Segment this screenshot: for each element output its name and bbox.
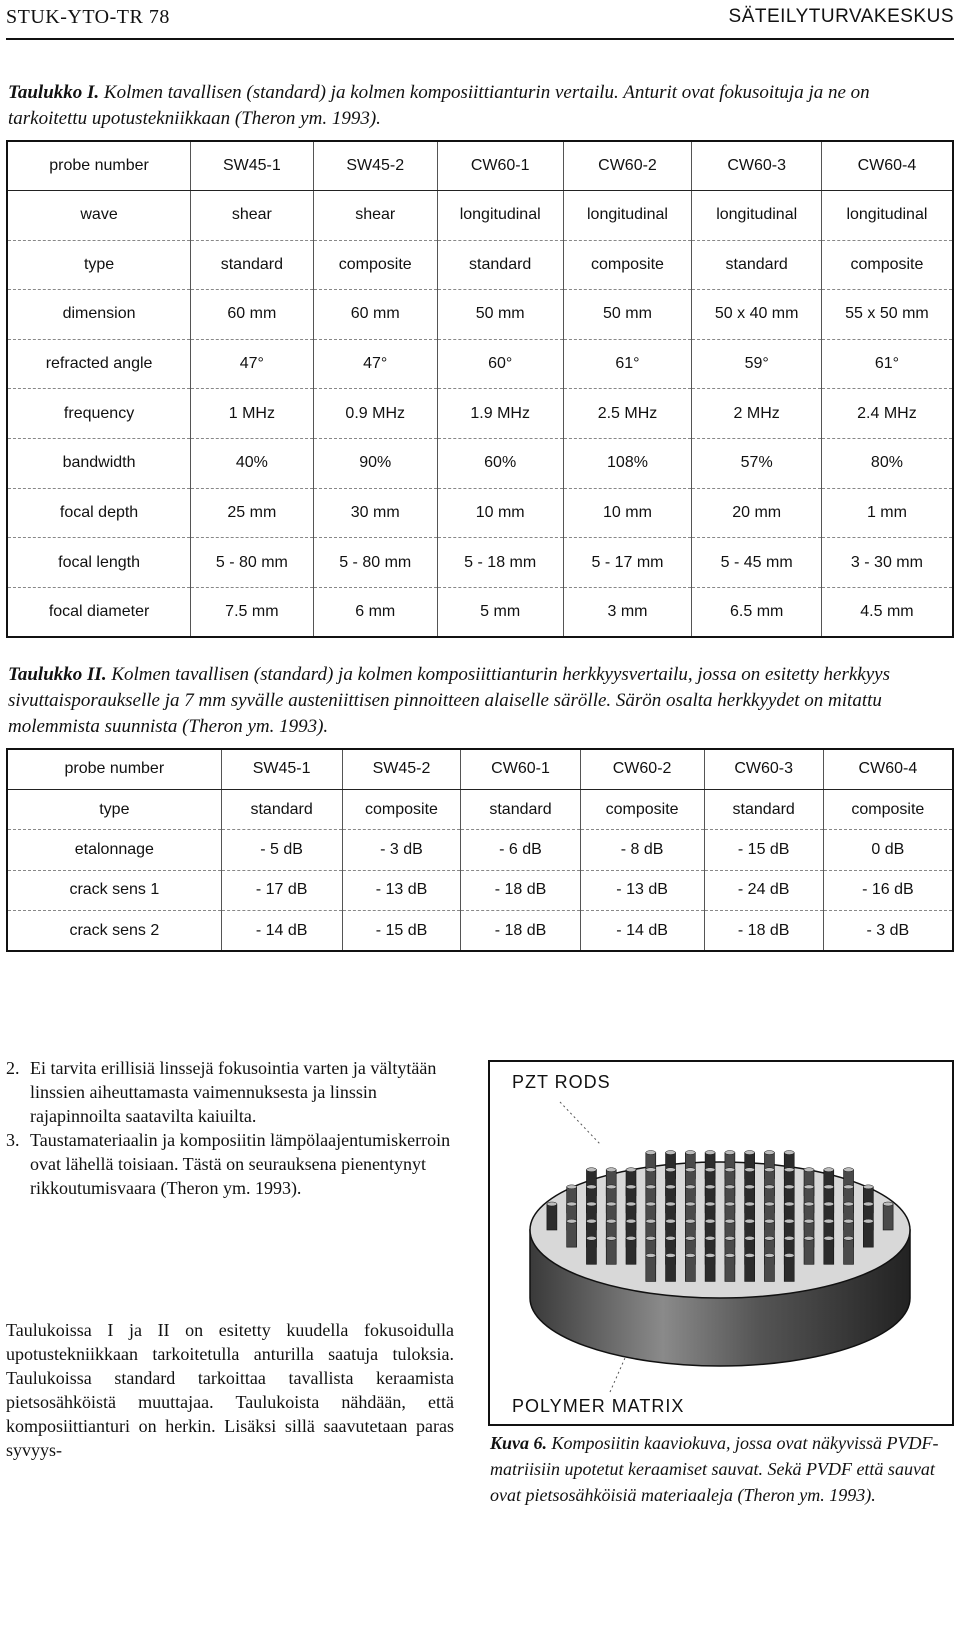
figure-label-pzt-rods: PZT RODS (512, 1072, 611, 1092)
table-cell: standard (692, 240, 821, 290)
composite-illustration (490, 1062, 952, 1424)
table-cell: 50 mm (563, 290, 692, 340)
table-cell: 5 - 80 mm (313, 538, 437, 588)
table-cell: 7.5 mm (191, 588, 313, 636)
pzt-rod-top (844, 1168, 854, 1172)
table-cell: 55 x 50 mm (821, 290, 952, 340)
table-row (8, 588, 952, 636)
pzt-rod-top (586, 1202, 596, 1206)
table-row (8, 240, 952, 290)
table-cell: composite (580, 789, 704, 829)
table-cell: longitudinal (821, 190, 952, 240)
pzt-rod-top (606, 1219, 616, 1223)
pzt-rod-top (626, 1185, 636, 1189)
pzt-rod-top (626, 1202, 636, 1206)
figure-caption (490, 1430, 954, 1508)
table2-caption (8, 662, 952, 740)
pzt-rod (666, 1255, 676, 1281)
pzt-rod-top (685, 1219, 695, 1223)
figure-label-polymer-matrix: POLYMER MATRIX (512, 1396, 685, 1416)
row-label-cell: refracted angle (8, 339, 191, 389)
pzt-rod (547, 1204, 557, 1230)
table-cell: SW45-2 (313, 142, 437, 190)
pzt-rod (844, 1238, 854, 1264)
row-label-cell: wave (8, 190, 191, 240)
table-cell: 61° (821, 339, 952, 389)
row-label-cell: crack sens 1 (8, 870, 221, 910)
pzt-rod-top (705, 1253, 715, 1257)
pzt-rod-top (784, 1168, 794, 1172)
pzt-rod (567, 1221, 577, 1247)
table-cell: shear (313, 190, 437, 240)
table-cell: 57% (692, 439, 821, 489)
table-cell: 60° (437, 339, 563, 389)
table-cell: 3 mm (563, 588, 692, 636)
table-cell: - 18 dB (461, 911, 580, 950)
row-label-cell: focal depth (8, 488, 191, 538)
pzt-rod-top (685, 1151, 695, 1155)
pzt-rod-top (844, 1236, 854, 1240)
table-cell: 5 - 80 mm (191, 538, 313, 588)
table-cell: 4.5 mm (821, 588, 952, 636)
table-cell: - 6 dB (461, 830, 580, 870)
table-cell: 90% (313, 439, 437, 489)
table-cell: - 14 dB (580, 911, 704, 950)
pzt-rod-top (745, 1151, 755, 1155)
table-cell: 40% (191, 439, 313, 489)
table-cell: - 15 dB (342, 911, 461, 950)
pzt-rod (824, 1238, 834, 1264)
table-cell: 5 mm (437, 588, 563, 636)
pzt-rod (784, 1255, 794, 1281)
table-cell: 0 dB (823, 830, 952, 870)
row-label-cell: type (8, 240, 191, 290)
row-label-cell: focal length (8, 538, 191, 588)
pzt-rod-top (804, 1185, 814, 1189)
pzt-rod-top (804, 1236, 814, 1240)
row-label-cell: etalonnage (8, 830, 221, 870)
pzt-rod-top (626, 1168, 636, 1172)
table-cell: standard (191, 240, 313, 290)
pzt-rod-top (586, 1185, 596, 1189)
pzt-rod (685, 1255, 695, 1281)
table-cell: standard (704, 789, 823, 829)
pzt-rod-top (626, 1236, 636, 1240)
table-cell: - 18 dB (704, 911, 823, 950)
pzt-rod-top (883, 1202, 893, 1206)
table-cell: 5 - 18 mm (437, 538, 563, 588)
pzt-rod (764, 1255, 774, 1281)
table1-caption-text: Kolmen tavallisen (standard) ja kolmen komposiittianturin vertailu. Anturit ovat fokusoituja ja ne on tarkoitettu upotustekniikkaan (Theron ym. 1993). (8, 82, 870, 129)
table-cell: 6 mm (313, 588, 437, 636)
pzt-rod (586, 1238, 596, 1264)
pzt-rod-top (586, 1219, 596, 1223)
table2-caption-label: Taulukko II. (8, 664, 107, 685)
pzt-rod-top (725, 1151, 735, 1155)
table-cell: - 16 dB (823, 870, 952, 910)
table-cell: composite (823, 789, 952, 829)
table-row (8, 830, 952, 870)
table-cell: 2.4 MHz (821, 389, 952, 439)
pzt-rod-top (844, 1185, 854, 1189)
table-cell: 0.9 MHz (313, 389, 437, 439)
row-label-cell: probe number (8, 142, 191, 190)
table-cell: 80% (821, 439, 952, 489)
pzt-rod-top (666, 1168, 676, 1172)
pzt-rod-top (567, 1219, 577, 1223)
table-cell: SW45-1 (221, 750, 342, 789)
table-cell: - 14 dB (221, 911, 342, 950)
pzt-rod-top (725, 1236, 735, 1240)
table-row (8, 439, 952, 489)
table-cell: 10 mm (563, 488, 692, 538)
page-header (6, 4, 954, 32)
pzt-rod-top (784, 1236, 794, 1240)
table-cell: - 24 dB (704, 870, 823, 910)
pzt-rod (745, 1255, 755, 1281)
pzt-rod-top (764, 1185, 774, 1189)
pzt-rod-top (705, 1236, 715, 1240)
row-label-cell: type (8, 789, 221, 829)
pzt-rod-top (567, 1202, 577, 1206)
pzt-rod-top (824, 1168, 834, 1172)
table-cell: standard (221, 789, 342, 829)
pzt-rod-top (685, 1168, 695, 1172)
pzt-rod-top (725, 1253, 735, 1257)
pzt-rod-top (705, 1151, 715, 1155)
table-cell: CW60-2 (580, 750, 704, 789)
pzt-rod-top (863, 1185, 873, 1189)
table-row (8, 190, 952, 240)
pzt-rod-top (824, 1219, 834, 1223)
pzt-rod-top (646, 1168, 656, 1172)
figure-6 (488, 1060, 954, 1426)
table-cell: 50 x 40 mm (692, 290, 821, 340)
table-cell: 25 mm (191, 488, 313, 538)
row-label-cell: crack sens 2 (69, 921, 160, 939)
table-row (8, 290, 952, 340)
table-cell: - 5 dB (221, 830, 342, 870)
table-cell: - 3 dB (342, 830, 461, 870)
table-cell: CW60-1 (437, 142, 563, 190)
table-cell: composite (563, 240, 692, 290)
pzt-rod-top (784, 1219, 794, 1223)
table-cell: 60% (437, 439, 563, 489)
table-cell: composite (313, 240, 437, 290)
pzt-rod-top (824, 1236, 834, 1240)
table2-caption-text: Kolmen tavallisen (standard) ja kolmen komposiittianturin herkkyysvertailu, jossa on esitetty herkkyys sivuttaisporaukselle ja 7 mm syvälle austeniittisen pinnoitteen alaiselle särölle. Särön osalta herkkyydet on mitattu molemmista suunnista (Theron ym. 1993). (8, 664, 890, 737)
pzt-rod-top (685, 1185, 695, 1189)
pzt-rod-top (725, 1168, 735, 1172)
pzt-rod-top (824, 1185, 834, 1189)
table-cell: 10 mm (437, 488, 563, 538)
table-row (8, 488, 952, 538)
pzt-rod-top (863, 1202, 873, 1206)
pzt-rod-top (666, 1236, 676, 1240)
pzt-rod-top (844, 1219, 854, 1223)
pzt-rod-top (606, 1168, 616, 1172)
row-label-cell: focal diameter (48, 603, 150, 621)
pzt-rod-top (685, 1202, 695, 1206)
pzt-rod-top (606, 1236, 616, 1240)
pzt-rod-top (764, 1219, 774, 1223)
pzt-rod-top (547, 1202, 557, 1206)
table-cell: - 13 dB (580, 870, 704, 910)
header-rule (6, 38, 954, 40)
pzt-rod-top (666, 1219, 676, 1223)
pzt-rod-top (764, 1253, 774, 1257)
pzt-rod-top (586, 1168, 596, 1172)
pzt-rod-top (804, 1219, 814, 1223)
pzt-rod-top (725, 1185, 735, 1189)
table-cell: SW45-2 (342, 750, 461, 789)
table-cell: 60 mm (191, 290, 313, 340)
table-cell: 3 - 30 mm (821, 538, 952, 588)
table-cell: - 15 dB (704, 830, 823, 870)
pzt-rod-top (764, 1202, 774, 1206)
table-cell: 6.5 mm (692, 588, 821, 636)
table-header-row (8, 750, 952, 789)
table-cell: composite (821, 240, 952, 290)
table-cell: CW60-1 (461, 750, 580, 789)
row-label-cell: bandwidth (8, 439, 191, 489)
pzt-rod-top (844, 1202, 854, 1206)
pzt-rod-top (725, 1202, 735, 1206)
table-cell: 5 - 45 mm (692, 538, 821, 588)
table-cell: shear (191, 190, 313, 240)
table-cell: 5 - 17 mm (563, 538, 692, 588)
pzt-rod-top (606, 1202, 616, 1206)
table-cell: 2.5 MHz (563, 389, 692, 439)
figure-caption-label: Kuva 6. (490, 1433, 548, 1453)
table-cell: - 8 dB (580, 830, 704, 870)
pzt-rod-top (784, 1253, 794, 1257)
pzt-rod-top (666, 1253, 676, 1257)
table-cell: 59° (692, 339, 821, 389)
table-cell: 1 MHz (191, 389, 313, 439)
pzt-rod-top (646, 1219, 656, 1223)
table-cell: 47° (313, 339, 437, 389)
row-label-cell: dimension (8, 290, 191, 340)
table-cell: longitudinal (437, 190, 563, 240)
numbered-list (6, 1056, 458, 1200)
pzt-rod-top (745, 1202, 755, 1206)
pzt-rod-top (646, 1185, 656, 1189)
pzt-rod-top (705, 1185, 715, 1189)
pzt-rod-top (646, 1202, 656, 1206)
pzt-rod-top (646, 1236, 656, 1240)
table2 (8, 750, 952, 950)
body-paragraph: Taulukoissa I ja II on esitetty kuudella fokusoidulla upotustekniikkaan tarkoitetulla anturilla saatuja tuloksia. Taulukoissa standard tarkoittaa tavallista keraamista pietsosähköistä muuttajaa. Taulukoista nähdään, että komposiittianturi on herkin. Lisäksi sillä saavutetaan paras syvyys- (6, 1320, 454, 1460)
table-cell: 50 mm (437, 290, 563, 340)
pzt-rod-top (784, 1185, 794, 1189)
pzt-rod (646, 1255, 656, 1281)
pzt-rod (626, 1238, 636, 1264)
pzt-rod (863, 1221, 873, 1247)
table-cell: 1 mm (821, 488, 952, 538)
pzt-rod (804, 1238, 814, 1264)
table-row (8, 339, 952, 389)
table-cell: CW60-4 (823, 750, 952, 789)
pzt-rod-top (745, 1168, 755, 1172)
pzt-rod (705, 1255, 715, 1281)
table-row (8, 538, 952, 588)
row-label-cell: frequency (8, 389, 191, 439)
table-cell: 61° (563, 339, 692, 389)
table-row (8, 870, 952, 910)
pzt-rod-top (646, 1151, 656, 1155)
pzt-rod-top (705, 1219, 715, 1223)
pzt-rod-top (863, 1219, 873, 1223)
pzt-rod-top (764, 1168, 774, 1172)
figure-caption-text: Komposiitin kaaviokuva, jossa ovat näkyvissä PVDF-matriisiin upotetut keraamiset sauvat. Sekä PVDF että sauvat ovat pietsosähköisiä materiaaleja (Theron ym. 1993). (490, 1433, 939, 1505)
pzt-rod-top (745, 1219, 755, 1223)
table-cell: 1.9 MHz (437, 389, 563, 439)
table-cell: standard (461, 789, 580, 829)
pzt-rod-top (804, 1168, 814, 1172)
table-cell: composite (342, 789, 461, 829)
table-cell: CW60-3 (692, 142, 821, 190)
list-item: 2. Ei tarvita erillisiä linssejä fokusointia varten ja vältytään linssien aiheuttamasta vaimennuksesta ja linssin rajapinnoilta saatavilta kaiuilta. (6, 1058, 437, 1126)
table-cell: 108% (563, 439, 692, 489)
pzt-rod (606, 1238, 616, 1264)
pzt-rod-top (824, 1202, 834, 1206)
table-cell: 60 mm (313, 290, 437, 340)
row-label-cell: probe number (8, 750, 221, 789)
table-cell: SW45-1 (191, 142, 313, 190)
pzt-rod-top (666, 1202, 676, 1206)
pzt-rod-top (784, 1151, 794, 1155)
table-cell: longitudinal (563, 190, 692, 240)
pzt-rod-top (764, 1151, 774, 1155)
pzt-rod-top (567, 1185, 577, 1189)
table-row (8, 789, 952, 829)
table-cell: CW60-4 (821, 142, 952, 190)
pzt-rod-top (705, 1202, 715, 1206)
pzt-rod-top (586, 1236, 596, 1240)
table-row (8, 389, 952, 439)
pzt-rod-top (626, 1219, 636, 1223)
pzt-rod-top (705, 1168, 715, 1172)
publisher-name: SÄTEILYTURVAKESKUS (728, 6, 954, 27)
table-row (8, 911, 952, 950)
pzt-rod-top (745, 1236, 755, 1240)
pzt-rod-top (646, 1253, 656, 1257)
pzt-rod-top (606, 1185, 616, 1189)
pzt-rod-top (745, 1185, 755, 1189)
table-cell: 47° (191, 339, 313, 389)
table-cell: - 13 dB (342, 870, 461, 910)
table-cell: 20 mm (692, 488, 821, 538)
table-cell: standard (437, 240, 563, 290)
pzt-rod-top (804, 1202, 814, 1206)
table-cell: CW60-3 (704, 750, 823, 789)
pzt-rod-top (784, 1202, 794, 1206)
list-item: 3. Taustamateriaalin ja komposiitin lämpölaajentumiskerroin ovat lähellä toisiaan. Tästä on seurauksena pienentynyt rikkoutumisvaara (Theron ym. 1993). (6, 1130, 451, 1198)
pzt-rod-top (666, 1151, 676, 1155)
pzt-rod-top (666, 1185, 676, 1189)
pzt-rod-top (764, 1236, 774, 1240)
table-cell: CW60-2 (563, 142, 692, 190)
pzt-rod-top (685, 1253, 695, 1257)
table-cell: 2 MHz (692, 389, 821, 439)
table-cell: longitudinal (692, 190, 821, 240)
report-number: STUK-YTO-TR 78 (6, 6, 170, 28)
table1-caption-label: Taulukko I. (8, 82, 100, 103)
table-cell: - 3 dB (823, 911, 952, 950)
pzt-rod (883, 1204, 893, 1230)
table-cell: 30 mm (313, 488, 437, 538)
table-cell: - 17 dB (221, 870, 342, 910)
pzt-rod-top (685, 1236, 695, 1240)
pzt-rod-top (725, 1219, 735, 1223)
table1-caption (8, 80, 952, 132)
table1 (8, 142, 952, 636)
table-cell: - 18 dB (461, 870, 580, 910)
pzt-rod (725, 1255, 735, 1281)
table-header-row (8, 142, 952, 190)
pzt-rod-top (745, 1253, 755, 1257)
